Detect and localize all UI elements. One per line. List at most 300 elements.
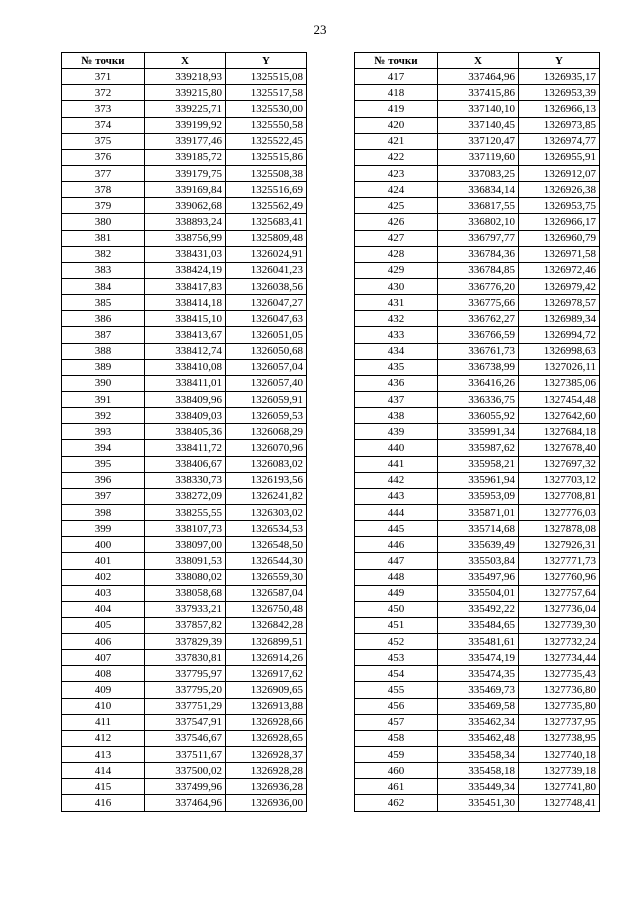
table-row (62, 182, 307, 198)
x-cell: 336761,73 (438, 343, 519, 359)
y-cell: 1326068,29 (226, 424, 307, 440)
point-number-cell: 380 (62, 214, 145, 230)
y-cell: 1326928,66 (226, 714, 307, 730)
table-header-row (355, 53, 600, 69)
x-cell: 338080,02 (145, 569, 226, 585)
table-row (62, 359, 307, 375)
table-row (355, 795, 600, 811)
point-number-cell: 410 (62, 698, 145, 714)
x-cell: 338410,08 (145, 359, 226, 375)
point-number-cell: 446 (355, 537, 438, 553)
y-cell: 1327739,18 (519, 763, 600, 779)
point-number-cell: 440 (355, 440, 438, 456)
y-cell: 1326928,65 (226, 730, 307, 746)
table-row (62, 165, 307, 181)
x-cell: 335987,62 (438, 440, 519, 456)
point-number-cell: 387 (62, 327, 145, 343)
table-row (62, 504, 307, 520)
table-row (62, 682, 307, 698)
point-number-cell: 428 (355, 246, 438, 262)
point-number-cell: 386 (62, 311, 145, 327)
y-cell: 1327697,32 (519, 456, 600, 472)
y-cell: 1326917,62 (226, 666, 307, 682)
x-cell: 336776,20 (438, 278, 519, 294)
table-row (355, 149, 600, 165)
point-number-cell: 402 (62, 569, 145, 585)
table-row (355, 391, 600, 407)
point-number-cell: 423 (355, 165, 438, 181)
x-cell: 339218,93 (145, 69, 226, 85)
x-cell: 335953,09 (438, 488, 519, 504)
x-cell: 337511,67 (145, 747, 226, 763)
x-cell: 336766,59 (438, 327, 519, 343)
x-cell: 337795,20 (145, 682, 226, 698)
point-number-cell: 415 (62, 779, 145, 795)
table-row (62, 101, 307, 117)
y-cell: 1325809,48 (226, 230, 307, 246)
x-cell: 337795,97 (145, 666, 226, 682)
table-row (355, 101, 600, 117)
table-row (355, 311, 600, 327)
table-row (62, 311, 307, 327)
table-row (355, 343, 600, 359)
x-cell: 338091,53 (145, 553, 226, 569)
point-number-cell: 435 (355, 359, 438, 375)
table-row (62, 230, 307, 246)
point-number-cell: 400 (62, 537, 145, 553)
y-cell: 1326989,34 (519, 311, 600, 327)
point-number-cell: 460 (355, 763, 438, 779)
y-cell: 1326024,91 (226, 246, 307, 262)
table-row (62, 521, 307, 537)
header-y: Y (226, 53, 307, 69)
point-number-cell: 447 (355, 553, 438, 569)
y-cell: 1326303,02 (226, 504, 307, 520)
point-number-cell: 391 (62, 391, 145, 407)
point-number-cell: 453 (355, 650, 438, 666)
point-number-cell: 420 (355, 117, 438, 133)
x-cell: 339062,68 (145, 198, 226, 214)
y-cell: 1327737,95 (519, 714, 600, 730)
point-number-cell: 414 (62, 763, 145, 779)
coordinates-table-right (354, 52, 600, 812)
point-number-cell: 392 (62, 408, 145, 424)
y-cell: 1326998,63 (519, 343, 600, 359)
x-cell: 337933,21 (145, 601, 226, 617)
x-cell: 338058,68 (145, 585, 226, 601)
y-cell: 1326971,58 (519, 246, 600, 262)
x-cell: 335458,18 (438, 763, 519, 779)
point-number-cell: 399 (62, 521, 145, 537)
y-cell: 1327738,95 (519, 730, 600, 746)
table-row (355, 214, 600, 230)
table-row (62, 779, 307, 795)
table-row (355, 133, 600, 149)
table-row (355, 553, 600, 569)
x-cell: 338406,67 (145, 456, 226, 472)
point-number-cell: 442 (355, 472, 438, 488)
y-cell: 1326913,88 (226, 698, 307, 714)
header-y: Y (519, 53, 600, 69)
x-cell: 338415,10 (145, 311, 226, 327)
y-cell: 1326038,56 (226, 278, 307, 294)
y-cell: 1326083,02 (226, 456, 307, 472)
x-cell: 335961,94 (438, 472, 519, 488)
y-cell: 1326914,26 (226, 650, 307, 666)
x-cell: 337547,91 (145, 714, 226, 730)
x-cell: 337830,81 (145, 650, 226, 666)
x-cell: 338405,36 (145, 424, 226, 440)
point-number-cell: 389 (62, 359, 145, 375)
y-cell: 1327734,44 (519, 650, 600, 666)
y-cell: 1326534,53 (226, 521, 307, 537)
table-row (62, 278, 307, 294)
point-number-cell: 418 (355, 85, 438, 101)
point-number-cell: 403 (62, 585, 145, 601)
page-number: 23 (313, 22, 327, 37)
table-row (62, 295, 307, 311)
x-cell: 338330,73 (145, 472, 226, 488)
table-row (62, 149, 307, 165)
table-row (62, 391, 307, 407)
table-row (62, 488, 307, 504)
x-cell: 338412,74 (145, 343, 226, 359)
point-number-cell: 393 (62, 424, 145, 440)
x-cell: 338272,09 (145, 488, 226, 504)
point-number-cell: 378 (62, 182, 145, 198)
table-row (355, 456, 600, 472)
x-cell: 335503,84 (438, 553, 519, 569)
y-cell: 1327642,60 (519, 408, 600, 424)
x-cell: 336055,92 (438, 408, 519, 424)
point-number-cell: 449 (355, 585, 438, 601)
y-cell: 1327736,04 (519, 601, 600, 617)
x-cell: 336416,26 (438, 375, 519, 391)
table-row (355, 698, 600, 714)
point-number-cell: 431 (355, 295, 438, 311)
x-cell: 335497,96 (438, 569, 519, 585)
y-cell: 1326979,42 (519, 278, 600, 294)
y-cell: 1326973,85 (519, 117, 600, 133)
table-row (62, 472, 307, 488)
x-cell: 335449,34 (438, 779, 519, 795)
point-number-cell: 401 (62, 553, 145, 569)
y-cell: 1326750,48 (226, 601, 307, 617)
y-cell: 1327454,48 (519, 391, 600, 407)
y-cell: 1326960,79 (519, 230, 600, 246)
x-cell: 335451,30 (438, 795, 519, 811)
x-cell: 335469,58 (438, 698, 519, 714)
coordinates-table-left (61, 52, 307, 812)
table-row (355, 569, 600, 585)
x-cell: 338411,72 (145, 440, 226, 456)
point-number-cell: 384 (62, 278, 145, 294)
x-cell: 339177,46 (145, 133, 226, 149)
y-cell: 1325516,69 (226, 182, 307, 198)
table-row (62, 456, 307, 472)
y-cell: 1327026,11 (519, 359, 600, 375)
table-row (355, 537, 600, 553)
point-number-cell: 394 (62, 440, 145, 456)
y-cell: 1326544,30 (226, 553, 307, 569)
y-cell: 1327740,18 (519, 747, 600, 763)
y-cell: 1327926,31 (519, 537, 600, 553)
x-cell: 338893,24 (145, 214, 226, 230)
point-number-cell: 424 (355, 182, 438, 198)
point-number-cell: 455 (355, 682, 438, 698)
x-cell: 337500,02 (145, 763, 226, 779)
table-row (62, 569, 307, 585)
point-number-cell: 417 (355, 69, 438, 85)
table-row (62, 327, 307, 343)
table-row (355, 375, 600, 391)
y-cell: 1325562,49 (226, 198, 307, 214)
y-cell: 1327748,41 (519, 795, 600, 811)
x-cell: 335492,22 (438, 601, 519, 617)
x-cell: 338413,67 (145, 327, 226, 343)
x-cell: 339179,75 (145, 165, 226, 181)
point-number-cell: 443 (355, 488, 438, 504)
x-cell: 336802,10 (438, 214, 519, 230)
point-number-cell: 459 (355, 747, 438, 763)
y-cell: 1326059,91 (226, 391, 307, 407)
x-cell: 337140,10 (438, 101, 519, 117)
table-body-right (355, 69, 600, 811)
point-number-cell: 413 (62, 747, 145, 763)
y-cell: 1326966,17 (519, 214, 600, 230)
x-cell: 338417,83 (145, 278, 226, 294)
y-cell: 1326559,30 (226, 569, 307, 585)
table-row (355, 117, 600, 133)
y-cell: 1327739,30 (519, 617, 600, 633)
table-row (62, 408, 307, 424)
y-cell: 1327732,24 (519, 634, 600, 650)
point-number-cell: 429 (355, 262, 438, 278)
table-row (355, 69, 600, 85)
point-number-cell: 427 (355, 230, 438, 246)
table-row (355, 714, 600, 730)
table-row (355, 408, 600, 424)
x-cell: 335469,73 (438, 682, 519, 698)
table-row (62, 214, 307, 230)
point-number-cell: 450 (355, 601, 438, 617)
x-cell: 339225,71 (145, 101, 226, 117)
y-cell: 1325515,86 (226, 149, 307, 165)
y-cell: 1326899,51 (226, 634, 307, 650)
y-cell: 1326935,17 (519, 69, 600, 85)
x-cell: 338411,01 (145, 375, 226, 391)
table-row (355, 182, 600, 198)
table-row (355, 359, 600, 375)
header-x: X (145, 53, 226, 69)
x-cell: 335484,65 (438, 617, 519, 633)
y-cell: 1326994,72 (519, 327, 600, 343)
x-cell: 335714,68 (438, 521, 519, 537)
table-row (355, 85, 600, 101)
y-cell: 1326928,28 (226, 763, 307, 779)
y-cell: 1327760,96 (519, 569, 600, 585)
x-cell: 335871,01 (438, 504, 519, 520)
y-cell: 1326926,38 (519, 182, 600, 198)
x-cell: 336784,85 (438, 262, 519, 278)
y-cell: 1326972,46 (519, 262, 600, 278)
table-row (355, 747, 600, 763)
point-number-cell: 411 (62, 714, 145, 730)
y-cell: 1325515,08 (226, 69, 307, 85)
point-number-cell: 421 (355, 133, 438, 149)
table-row (355, 472, 600, 488)
point-number-cell: 371 (62, 69, 145, 85)
table-row (62, 343, 307, 359)
table-body-left (62, 69, 307, 811)
y-cell: 1327385,06 (519, 375, 600, 391)
x-cell: 337140,45 (438, 117, 519, 133)
table-row (62, 763, 307, 779)
y-cell: 1326936,28 (226, 779, 307, 795)
table-row (62, 795, 307, 811)
point-number-cell: 372 (62, 85, 145, 101)
y-cell: 1325522,45 (226, 133, 307, 149)
table-row (62, 650, 307, 666)
x-cell: 337546,67 (145, 730, 226, 746)
y-cell: 1326955,91 (519, 149, 600, 165)
table-row (62, 666, 307, 682)
x-cell: 337415,86 (438, 85, 519, 101)
x-cell: 337083,25 (438, 165, 519, 181)
point-number-cell: 434 (355, 343, 438, 359)
point-number-cell: 385 (62, 295, 145, 311)
y-cell: 1326050,68 (226, 343, 307, 359)
y-cell: 1326059,53 (226, 408, 307, 424)
point-number-cell: 408 (62, 666, 145, 682)
table-row (62, 262, 307, 278)
table-row (355, 730, 600, 746)
point-number-cell: 457 (355, 714, 438, 730)
x-cell: 335991,34 (438, 424, 519, 440)
point-number-cell: 419 (355, 101, 438, 117)
table-row (62, 440, 307, 456)
table-row (62, 424, 307, 440)
table-row (355, 650, 600, 666)
y-cell: 1326057,40 (226, 375, 307, 391)
x-cell: 339169,84 (145, 182, 226, 198)
point-number-cell: 381 (62, 230, 145, 246)
point-number-cell: 456 (355, 698, 438, 714)
y-cell: 1326548,50 (226, 537, 307, 553)
point-number-cell: 376 (62, 149, 145, 165)
header-x: X (438, 53, 519, 69)
point-number-cell: 416 (62, 795, 145, 811)
y-cell: 1326936,00 (226, 795, 307, 811)
point-number-cell: 436 (355, 375, 438, 391)
table-row (355, 327, 600, 343)
y-cell: 1326070,96 (226, 440, 307, 456)
y-cell: 1326193,56 (226, 472, 307, 488)
point-number-cell: 407 (62, 650, 145, 666)
y-cell: 1326953,75 (519, 198, 600, 214)
y-cell: 1326928,37 (226, 747, 307, 763)
point-number-cell: 433 (355, 327, 438, 343)
point-number-cell: 452 (355, 634, 438, 650)
y-cell: 1325517,58 (226, 85, 307, 101)
x-cell: 337464,96 (145, 795, 226, 811)
y-cell: 1327735,43 (519, 666, 600, 682)
table-row (62, 117, 307, 133)
y-cell: 1327771,73 (519, 553, 600, 569)
y-cell: 1325683,41 (226, 214, 307, 230)
table-row (355, 424, 600, 440)
y-cell: 1326587,04 (226, 585, 307, 601)
table-row (62, 133, 307, 149)
x-cell: 335458,34 (438, 747, 519, 763)
table-header-row (62, 53, 307, 69)
table-row (355, 763, 600, 779)
y-cell: 1327708,81 (519, 488, 600, 504)
x-cell: 338414,18 (145, 295, 226, 311)
point-number-cell: 448 (355, 569, 438, 585)
x-cell: 338409,03 (145, 408, 226, 424)
x-cell: 338107,73 (145, 521, 226, 537)
table-row (62, 537, 307, 553)
table-row (62, 617, 307, 633)
header-point-number: № точки (355, 53, 438, 69)
x-cell: 339185,72 (145, 149, 226, 165)
point-number-cell: 395 (62, 456, 145, 472)
table-row (355, 246, 600, 262)
table-row (355, 666, 600, 682)
point-number-cell: 405 (62, 617, 145, 633)
x-cell: 338097,00 (145, 537, 226, 553)
point-number-cell: 382 (62, 246, 145, 262)
point-number-cell: 409 (62, 682, 145, 698)
point-number-cell: 398 (62, 504, 145, 520)
y-cell: 1326241,82 (226, 488, 307, 504)
point-number-cell: 406 (62, 634, 145, 650)
point-number-cell: 462 (355, 795, 438, 811)
table-row (62, 714, 307, 730)
point-number-cell: 438 (355, 408, 438, 424)
table-row (62, 747, 307, 763)
table-row (62, 730, 307, 746)
x-cell: 335504,01 (438, 585, 519, 601)
point-number-cell: 430 (355, 278, 438, 294)
point-number-cell: 383 (62, 262, 145, 278)
table-row (62, 198, 307, 214)
x-cell: 336784,36 (438, 246, 519, 262)
x-cell: 336775,66 (438, 295, 519, 311)
table-row (62, 85, 307, 101)
table-row (355, 230, 600, 246)
table-row (355, 601, 600, 617)
x-cell: 338255,55 (145, 504, 226, 520)
table-row (355, 278, 600, 294)
x-cell: 336762,27 (438, 311, 519, 327)
x-cell: 336834,14 (438, 182, 519, 198)
x-cell: 337499,96 (145, 779, 226, 795)
y-cell: 1325530,00 (226, 101, 307, 117)
y-cell: 1327678,40 (519, 440, 600, 456)
point-number-cell: 439 (355, 424, 438, 440)
x-cell: 336817,55 (438, 198, 519, 214)
x-cell: 337120,47 (438, 133, 519, 149)
table-row (62, 69, 307, 85)
y-cell: 1326051,05 (226, 327, 307, 343)
y-cell: 1326966,13 (519, 101, 600, 117)
y-cell: 1325550,58 (226, 117, 307, 133)
point-number-cell: 374 (62, 117, 145, 133)
y-cell: 1327878,08 (519, 521, 600, 537)
table-row (62, 698, 307, 714)
